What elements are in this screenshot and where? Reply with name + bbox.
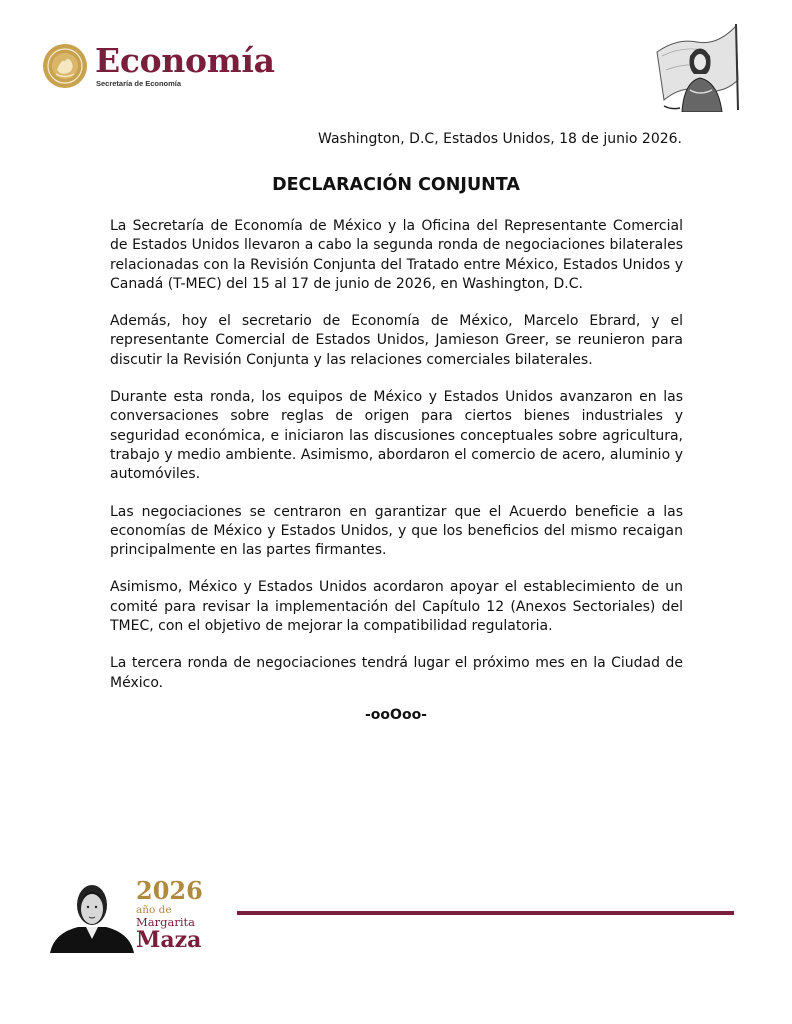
paragraph-6: La tercera ronda de negociaciones tendrá lugar el próximo mes en la Ciudad de México.: [110, 655, 683, 691]
document-title: DECLARACIÓN CONJUNTA: [272, 175, 520, 195]
footer-divider: [237, 911, 734, 915]
woman-with-flag-illustration: [652, 20, 742, 112]
footer-year: 2026: [136, 876, 203, 905]
footer-year-logo: [136, 878, 202, 952]
paragraph-5: Asimismo, México y Estados Unidos acordaron apoyar el establecimiento de un comité para revisar la implementación del Capítulo 12 (Anexos Sectoriales) del TMEC, con el objetivo de mejorar la compatibilidad regulatoria.: [110, 579, 683, 635]
closing-mark: -ooOoo-: [365, 707, 427, 723]
document-body: [110, 217, 683, 711]
footer-year-line: año de: [136, 904, 172, 916]
coat-of-arms-seal-icon: [42, 43, 88, 89]
paragraph-3: Durante esta ronda, los equipos de México y Estados Unidos avanzaron en las conversaciones sobre reglas de origen para ciertos bienes industriales y seguridad económica, e iniciaron las discusiones conceptuales sobre agricultura, trabajo y medio ambiente. Asimismo, abordaron el comercio de acero, aluminio y automóviles.: [110, 389, 683, 483]
footer-first-name: Margarita: [136, 915, 195, 929]
brand-name: Economía: [95, 41, 275, 80]
economia-logo: [42, 41, 275, 91]
footer-last-name: Maza: [136, 927, 202, 953]
margarita-maza-portrait-icon: [50, 877, 134, 953]
brand-subtitle: Secretaría de Economía: [96, 79, 182, 88]
dateline: Washington, D.C, Estados Unidos, 18 de junio 2026.: [318, 131, 682, 147]
paragraph-2: Además, hoy el secretario de Economía de México, Marcelo Ebrard, y el representante Comercial de Estados Unidos, Jamieson Greer, se reunieron para discutir la Revisión Conjunta y las relaciones comerciales bilaterales.: [110, 313, 683, 368]
paragraph-1: La Secretaría de Economía de México y la Oficina del Representante Comercial de Estados Unidos llevaron a cabo la segunda ronda de negociaciones bilaterales relacionadas con la Revisión Conjunta del Tratado entre México, Estados Unidos y Canadá (T-MEC) del 15 al 17 de junio de 2026, en Washington, D.C.: [110, 218, 683, 292]
paragraph-4: Las negociaciones se centraron en garantizar que el Acuerdo beneficie a las economías de México y Estados Unidos, y que los beneficios del mismo recaigan principalmente en las partes firmantes.: [110, 503, 683, 559]
